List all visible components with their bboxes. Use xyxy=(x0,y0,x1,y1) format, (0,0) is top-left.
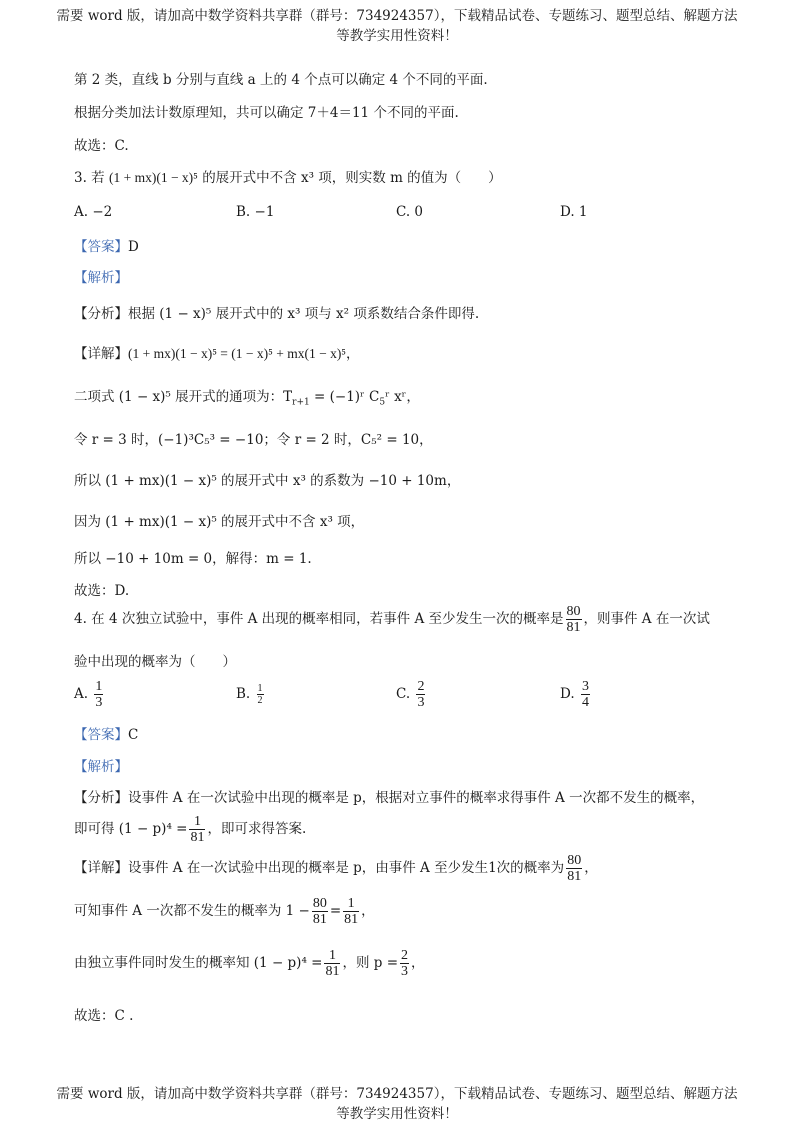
q3-choice: 故选：D. xyxy=(74,583,130,599)
q3-expr: (1 + mx)(1 − x)⁵ xyxy=(108,170,198,185)
fraction-denominator: 3 xyxy=(401,964,409,979)
q4-stem1-text: 4. 在 4 次独立试验中，事件 A 出现的概率相同，若事件 A 至少发生一次的概率是 xyxy=(74,611,564,627)
q3-step1-text: (1 + mx)(1 − x)⁵ = (1 − x)⁵ + mx(1 − x)⁵， xyxy=(128,346,360,361)
q4-detail3-mid: ，则 p = xyxy=(342,955,399,971)
q4-option-c xyxy=(396,679,427,710)
q4-detail1-fraction xyxy=(566,853,582,884)
q4-option-a xyxy=(74,679,105,710)
q3-step2-text: 二项式 (1 − x)⁵ 展开式的通项为：T xyxy=(74,389,293,405)
q3-prefix: 3. 若 xyxy=(74,170,105,186)
xiangjie-tag: 【详解】 xyxy=(74,346,128,362)
analysis-tag: 【解析】 xyxy=(74,270,128,286)
q4-detail-line-1 xyxy=(74,853,598,884)
fraction-denominator: 3 xyxy=(95,695,103,710)
q3-fenxi: 根据 (1 − x)⁵ 展开式中的 x³ 项与 x² 项系数结合条件即得. xyxy=(128,306,480,322)
option-fraction xyxy=(416,679,425,710)
option-label: C. xyxy=(396,686,411,702)
q3-step-6: 所以 −10 + 10m = 0，解得：m = 1. xyxy=(74,551,312,567)
q4-detail-line-3 xyxy=(74,948,425,979)
fraction-numerator: 2 xyxy=(401,948,409,963)
q4-stem-fraction xyxy=(566,604,582,635)
option-label: A. xyxy=(74,686,89,702)
fraction-denominator: 81 xyxy=(566,620,581,635)
banner-line-1: 需要 word 版，请加高中数学资料共享群（群号：734924357），下载精品试卷、专题练习、题型总结、解题方法 xyxy=(56,8,738,24)
q4-answer: C xyxy=(128,727,139,743)
q4-detail1-tail: ， xyxy=(584,860,598,876)
fraction-numerator: 1 xyxy=(189,814,205,830)
q3-fenxi-line xyxy=(74,302,479,322)
q4-option-b xyxy=(236,683,266,706)
q3-stem xyxy=(74,166,502,186)
answer-tag: 【答案】 xyxy=(74,239,128,255)
q3-analysis-tag xyxy=(74,266,128,286)
q3-step-3: 令 r = 3 时，(−1)³C₅³ = −10；令 r = 2 时，C₅² = 10， xyxy=(74,432,433,448)
xiangjie-tag: 【详解】 xyxy=(74,860,128,876)
q3-option-a: A. −2 xyxy=(74,204,113,220)
fenxi-tag: 【分析】 xyxy=(74,790,128,806)
q4-stem1-tail: ，则事件 A 在一次试 xyxy=(583,611,710,627)
fraction-denominator: 2 xyxy=(257,695,263,706)
q4-detail3-text: 由独立事件同时发生的概率知 (1 − p)⁴ = xyxy=(74,955,323,971)
q4-option-d xyxy=(560,679,592,710)
q3-option-b: B. −1 xyxy=(236,204,275,220)
equals-sign: = xyxy=(329,903,342,919)
fraction-denominator: 81 xyxy=(325,964,340,979)
q3-step-4: 所以 (1 + mx)(1 − x)⁵ 的展开式中 x³ 的系数为 −10 + 10m， xyxy=(74,473,461,489)
analysis-tag: 【解析】 xyxy=(74,759,128,775)
q4-choice: 故选：C . xyxy=(74,1008,134,1024)
footer-banner xyxy=(0,1084,794,1124)
fraction-numerator: 2 xyxy=(417,679,425,694)
q4-detail2-fraction-1 xyxy=(312,896,328,927)
fraction-denominator: 81 xyxy=(312,912,327,927)
q3-option-d: D. 1 xyxy=(560,204,588,220)
q3-suffix: 的展开式中不含 x³ 项，则实数 m 的值为（ ） xyxy=(202,170,502,186)
q4-detail2-text: 可知事件 A 一次都不发生的概率为 1 − xyxy=(74,903,310,919)
option-fraction xyxy=(581,679,590,710)
q3-step-1 xyxy=(74,342,360,362)
option-fraction xyxy=(257,683,264,706)
q4-detail1-text: 设事件 A 在一次试验中出现的概率是 p，由事件 A 至少发生1次的概率为 xyxy=(128,860,565,876)
q2-choice: 故选：C. xyxy=(74,138,129,154)
fraction-numerator: 80 xyxy=(566,604,581,619)
q4-analysis-tag xyxy=(74,755,128,775)
q3-answer: D xyxy=(128,239,139,255)
q4-answer-line xyxy=(74,723,138,743)
q4-fenxi2-tail: ，即可求得答案. xyxy=(207,821,307,837)
fraction-numerator: 80 xyxy=(567,853,582,868)
q4-fenxi-line-2 xyxy=(74,814,306,845)
q4-detail3-fraction-2 xyxy=(400,948,409,979)
q3-option-c: C. 0 xyxy=(396,204,424,220)
q4-detail3-tail: ， xyxy=(411,955,425,971)
q3-step-2 xyxy=(74,385,420,408)
q3-step2-sub: r+1 xyxy=(292,397,310,408)
fraction-numerator: 1 xyxy=(324,948,340,964)
q2-category-2: 第 2 类，直线 b 分别与直线 a 上的 4 个点可以确定 4 个不同的平面. xyxy=(74,72,488,88)
fenxi-tag: 【分析】 xyxy=(74,306,128,322)
q4-detail2-fraction-2 xyxy=(343,896,359,927)
q3-step2-sub2: 5 xyxy=(379,397,386,408)
fraction-denominator: 81 xyxy=(344,912,359,927)
q4-fenxi2-text: 即可得 (1 − p)⁴ = xyxy=(74,821,188,837)
banner-line-2: 等教学实用性资料！ xyxy=(336,1106,458,1122)
fraction-denominator: 81 xyxy=(567,869,582,884)
header-banner xyxy=(0,6,794,46)
q4-detail2-tail: ， xyxy=(361,903,375,919)
fraction-denominator: 4 xyxy=(581,695,589,710)
q4-fenxi: 设事件 A 在一次试验中出现的概率是 p，根据对立事件的概率求得事件 A 一次都不发生的概率， xyxy=(128,790,705,806)
option-fraction xyxy=(94,679,103,710)
q4-stem-line-1 xyxy=(74,604,710,635)
q3-step-5: 因为 (1 + mx)(1 − x)⁵ 的展开式中不含 x³ 项， xyxy=(74,514,365,530)
banner-line-2: 等教学实用性资料！ xyxy=(336,28,458,44)
option-label: D. xyxy=(560,686,575,702)
banner-line-1: 需要 word 版，请加高中数学资料共享群（群号：734924357），下载精品试卷、专题练习、题型总结、解题方法 xyxy=(56,1086,738,1102)
fraction-numerator: 1 xyxy=(95,679,103,694)
q3-answer-line xyxy=(74,235,139,255)
q4-fenxi-fraction xyxy=(189,814,205,845)
q3-step2-mid: = (−1)ʳ C xyxy=(309,389,380,405)
q2-sum: 根据分类加法计数原理知，共可以确定 7＋4＝11 个不同的平面. xyxy=(74,105,459,121)
fraction-denominator: 81 xyxy=(190,830,205,845)
fraction-numerator: 1 xyxy=(343,896,359,912)
fraction-denominator: 3 xyxy=(417,695,425,710)
answer-tag: 【答案】 xyxy=(74,727,128,743)
q4-detail-line-2 xyxy=(74,896,375,927)
fraction-numerator: 3 xyxy=(581,679,589,694)
q3-step2-end: ʳ xʳ， xyxy=(385,389,420,405)
q4-stem-line-2: 验中出现的概率为（ ） xyxy=(74,654,236,670)
fraction-numerator: 80 xyxy=(312,896,327,911)
q4-detail3-fraction-1 xyxy=(324,948,340,979)
fraction-numerator: 1 xyxy=(257,683,263,694)
option-label: B. xyxy=(236,686,251,702)
q4-fenxi-line xyxy=(74,786,704,806)
